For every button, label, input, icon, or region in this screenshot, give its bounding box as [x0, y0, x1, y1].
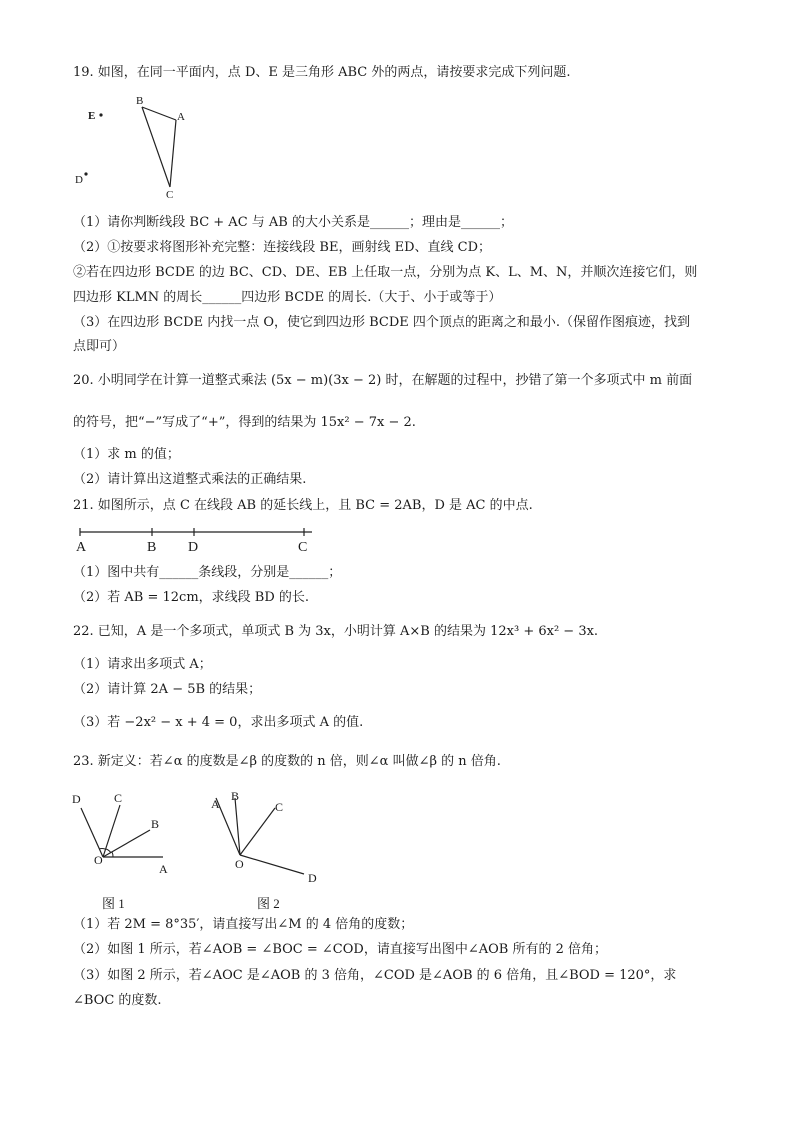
arc-BOC: [106, 849, 111, 853]
q22-part2: （2）请计算 2A − 5B 的结果；: [73, 682, 262, 697]
q19-part3-line2: 点即可）: [73, 339, 126, 354]
label-D: D: [75, 174, 83, 186]
q20-part2: （2）请计算出这道整式乘法的正确结果.: [73, 472, 307, 487]
label-A: A: [177, 111, 185, 123]
q19-part2b-line1: ②若在四边形 BCDE 的边 BC、CD、DE、EB 上任取一点，分别为点 K、L、M、N，并顺次连接它们，则: [73, 265, 698, 280]
q22-part1: （1）请求出多项式 A；: [73, 657, 212, 672]
segment-BA: [142, 107, 176, 120]
q19-part3-line1: （3）在四边形 BCDE 内找一点 O，使它到四边形 BCDE 四个顶点的距离之和最小.（保留作图痕迹，找到: [73, 315, 691, 330]
q20-part1: （1）求 m 的值；: [73, 447, 180, 462]
label-O: O: [94, 853, 103, 867]
point-E-dot: [99, 113, 102, 116]
figure-2-caption: 图 2: [257, 896, 280, 911]
q20-stem-line1: 20. 小明同学在计算一道整式乘法 (5x − m)(3x − 2) 时，在解题的过程中，抄错了第一个多项式中 m 前面: [73, 373, 693, 388]
q22-stem: 22. 已知，A 是一个多项式，单项式 B 为 3x，小明计算 A×B 的结果为 12x³ + 6x² − 3x.: [73, 624, 599, 639]
ray-OD: [240, 855, 304, 874]
q21-part1: （1）图中共有______条线段，分别是______；: [73, 565, 342, 580]
segment-AC: [170, 120, 176, 187]
arc-COD: [99, 848, 105, 849]
label-D: D: [308, 871, 317, 885]
point-D-dot: [84, 172, 87, 175]
q19-part1: （1）请你判断线段 BC + AC 与 AB 的大小关系是______；理由是______；: [73, 215, 513, 230]
q21-part2: （2）若 AB = 12cm，求线段 BD 的长.: [73, 590, 310, 605]
label-D: D: [72, 792, 81, 806]
q21-stem: 21. 如图所示，点 C 在线段 AB 的延长线上，且 BC = 2AB，D 是 AC 的中点.: [73, 498, 533, 513]
label-B: B: [147, 540, 157, 555]
q19-part2b-line2: 四边形 KLMN 的周长______四边形 BCDE 的周长.（大于、小于或等于）: [73, 290, 502, 305]
label-D: D: [188, 540, 199, 555]
label-A: A: [76, 540, 87, 555]
label-B: B: [231, 789, 240, 803]
label-C: C: [275, 800, 284, 814]
q23-figure-1: [68, 786, 178, 882]
q23-part2: （2）如图 1 所示，若∠AOB = ∠BOC = ∠COD，请直接写出图中∠AOB 所有的 2 倍角；: [73, 942, 607, 957]
label-A: A: [159, 862, 168, 876]
label-A: A: [211, 797, 220, 811]
q23-part3-line2: ∠BOC 的度数.: [73, 993, 162, 1008]
arc-AOB: [112, 852, 113, 857]
ray-OD: [81, 808, 103, 857]
label-O: O: [235, 857, 244, 871]
label-B: B: [136, 95, 144, 107]
q20-stem-line2: 的符号，把“−”写成了“+”，得到的结果为 15x² − 7x − 2.: [73, 415, 416, 430]
q19-stem: 19. 如图，在同一平面内，点 D、E 是三角形 ABC 外的两点，请按要求完成下列问题.: [73, 65, 571, 80]
q23-figure-2: [203, 786, 333, 886]
q21-figure: [76, 524, 322, 556]
q23-part1: （1）若 2M = 8°35′，请直接写出∠M 的 4 倍角的度数；: [73, 917, 414, 932]
segment-BC: [142, 107, 170, 187]
label-B: B: [151, 817, 160, 831]
label-C: C: [114, 791, 123, 805]
q19-part2: （2）①按要求将图形补充完整：连接线段 BE，画射线 ED、直线 CD；: [73, 240, 491, 255]
label-C: C: [298, 540, 308, 555]
label-E: E: [88, 110, 96, 122]
q19-figure: [70, 90, 200, 202]
q23-stem: 23. 新定义：若∠α 的度数是∠β 的度数的 n 倍，则∠α 叫做∠β 的 n 倍角.: [73, 754, 501, 769]
label-C: C: [166, 189, 174, 201]
q23-part3-line1: （3）如图 2 所示，若∠AOC 是∠AOB 的 3 倍角，∠COD 是∠AOB 的 6 倍角，且∠BOD = 120°，求: [73, 968, 677, 983]
figure-1-caption: 图 1: [102, 896, 125, 911]
q22-part3: （3）若 −2x² − x + 4 = 0，求出多项式 A 的值.: [73, 715, 364, 730]
ray-OC: [240, 808, 275, 855]
